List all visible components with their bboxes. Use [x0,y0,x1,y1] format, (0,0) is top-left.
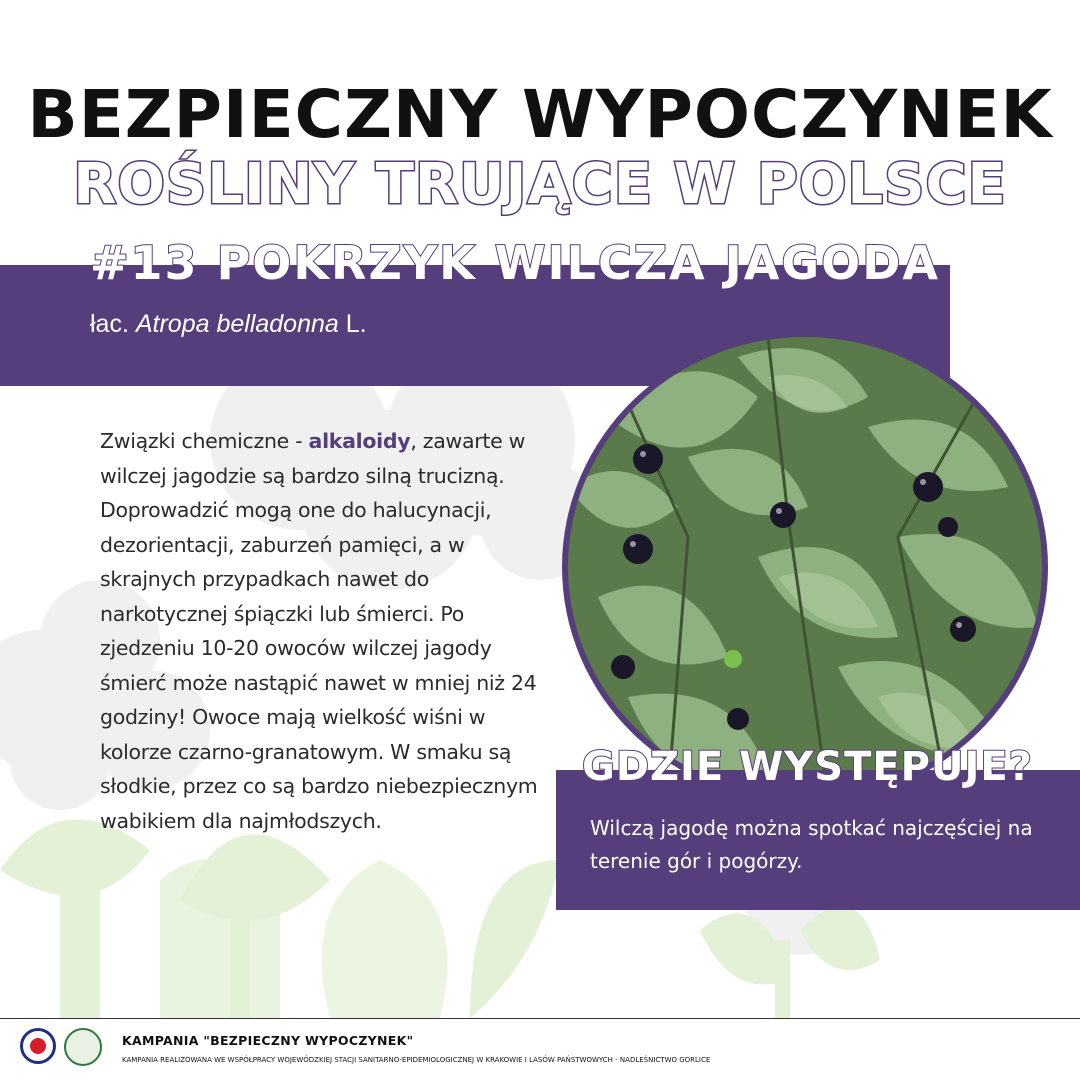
belladonna-photo [568,337,1042,797]
latin-suffix: L. [345,310,367,338]
series-subtitle: ROŚLINY TRUJĄCE W POLSCE [73,152,1007,217]
where-text: Wilczą jagodę można spotkać najczęściej na terenie gór i pogórzy. [590,816,1033,873]
latin-prefix: łac. [90,310,129,338]
sanepid-logo [20,1028,56,1064]
plant-title: #13 POKRZYK WILCZA JAGODA [90,236,941,290]
campaign-title: BEZPIECZNY WYPOCZYNEK [27,76,1053,153]
footer-title: KAMPANIA "BEZPIECZNY WYPOCZYNEK" [122,1033,414,1048]
footer-divider [0,1018,1080,1019]
latin-name [90,310,367,339]
description-intro: Związki chemiczne - [100,429,309,453]
description-rest: , zawarte w wilczej jagodzie są bardzo silną trucizną. Doprowadzić mogą one do halucynacji, dezorientacji, zaburzeń pamięci, a w skrajnych przypadkach nawet do narkotycznej śpiączki lub śmierci. Po zjedzeniu 10-20 owoców wilczej jagody śmierć może nastąpić nawet w mniej niż 24 godziny! Owoce mają wielkość wiśni w kolorze czarno-granatowym. W smaku są słodkie, przez co są bardzo niebezpiecznym wabikiem dla najmłodszych. [100,429,538,833]
footer-subtitle: KAMPANIA REALIZOWANA WE WSPÓŁPRACY WOJEWÓDZKIEJ STACJI SANITARNO-EPIDEMIOLOGICZNEJ W KRAKOWIE I LASÓW PAŃSTWOWYCH - NADLEŚNICTWO GORLICE [122,1056,711,1064]
lasy-panstwowe-logo [64,1028,102,1066]
description-text [100,424,540,838]
latin-species: Atropa belladonna [135,310,339,338]
belladonna-plant-illustration [568,337,1042,797]
where-title: GDZIE WYSTĘPUJE? [582,744,1033,790]
description-highlight: alkaloidy [308,429,411,453]
